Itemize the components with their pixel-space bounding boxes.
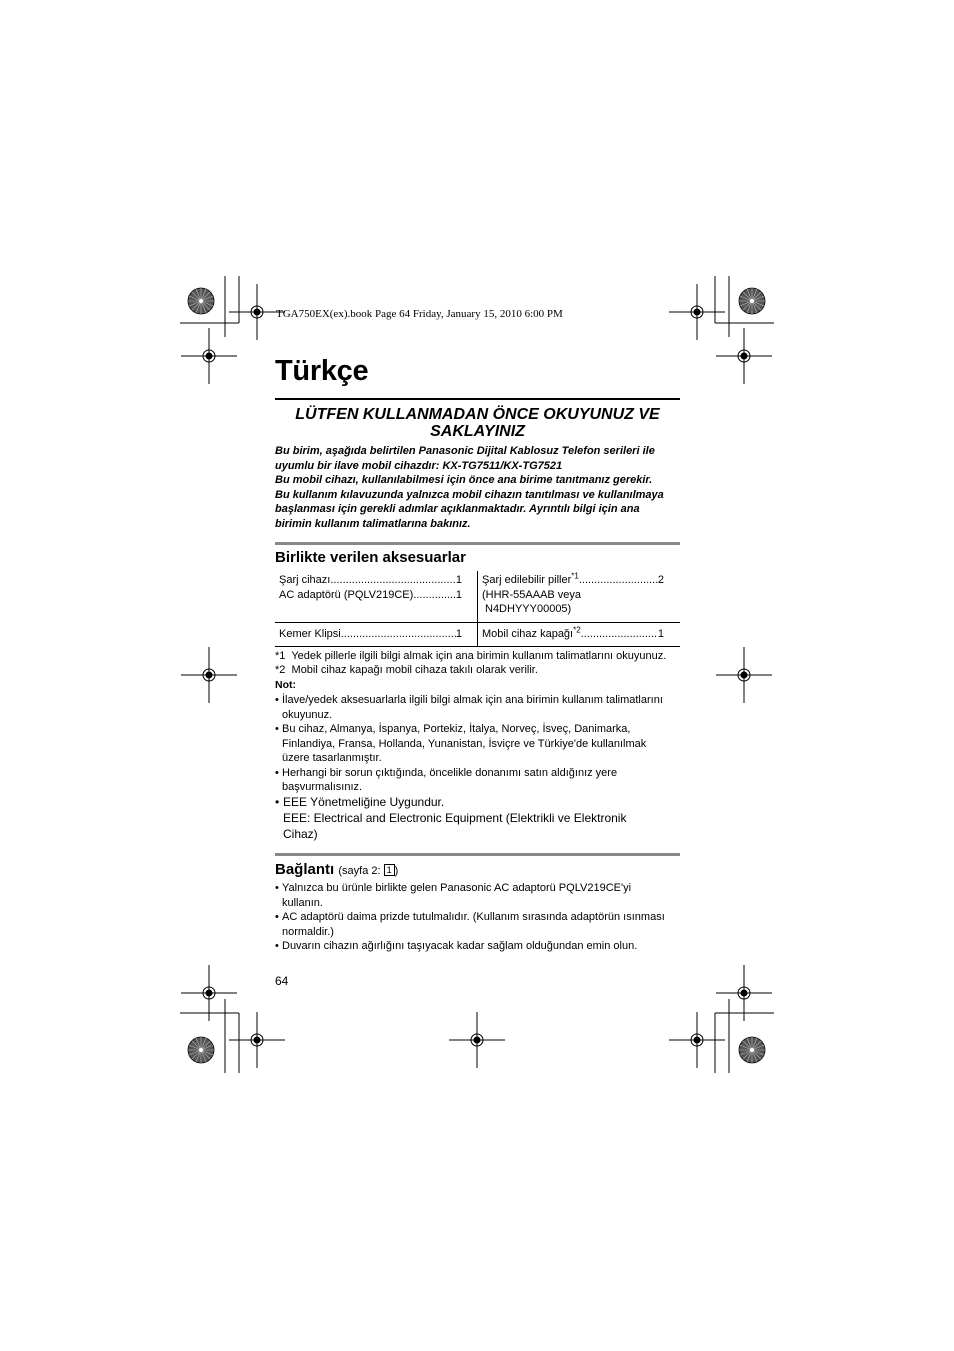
list-item-line: normaldir.) <box>282 925 334 938</box>
figure-number-box: 1 <box>384 864 395 876</box>
intro-paragraph <box>275 444 685 531</box>
book-header-line: TGA750EX(ex).book Page 64 Friday, January 15, 2010 6:00 PM <box>276 308 563 320</box>
list-item <box>275 939 685 954</box>
list-item-line: • İlave/yedek aksesuarlarla ilgili bilgi almak için ana birimin kullanım talimatlarını <box>282 694 663 706</box>
list-item <box>275 881 685 910</box>
footnote-mark: *2 <box>275 664 286 676</box>
accessory-charger <box>279 573 462 588</box>
subtitle <box>275 406 680 440</box>
list-item-line: • Bu cihaz, Almanya, İspanya, Portekiz, İtalya, Norveç, İsveç, Danimarka, <box>282 723 631 735</box>
note-label: Not: <box>275 679 296 691</box>
list-item-line: • AC adaptörü daima prizde tutulmalıdır. (Kullanım sırasında adaptörün ısınması <box>282 911 665 923</box>
connection-title-text: Bağlantı <box>275 861 335 878</box>
page-title: Türkçe <box>275 355 369 387</box>
notes-list <box>275 693 685 795</box>
accessory-qty: 1 <box>455 628 462 640</box>
footnote-ref: *1 <box>571 571 579 581</box>
footnote <box>275 663 538 677</box>
list-item <box>275 693 685 722</box>
connection-list <box>275 881 685 954</box>
table-bottom-border <box>275 646 680 647</box>
accessory-label: AC adaptörü (PQLV219CE) <box>279 589 414 601</box>
list-item-line: • Duvarın cihazın ağırlığını taşıyacak kadar sağlam olduğundan emin olun. <box>282 940 638 952</box>
eee-compliance <box>275 794 685 842</box>
list-item-line: üzere tasarlanmıştır. <box>282 752 382 764</box>
intro-line: Bu birim, aşağıda belirtilen Panasonic Dijital Kablosuz Telefon serileri ile <box>275 445 655 457</box>
subtitle-line: LÜTFEN KULLANMADAN ÖNCE OKUYUNUZ VE <box>295 406 660 423</box>
section-rule <box>275 542 680 545</box>
eee-line: EEE: Electrical and Electronic Equipment (Elektrikli ve Elektronik <box>283 811 627 825</box>
footnote-ref: *2 <box>573 625 581 635</box>
intro-line: uyumlu bir ilave mobil cihazdır: KX-TG7511/KX-TG7521 <box>275 459 563 472</box>
list-item-line: okuyunuz. <box>282 708 333 721</box>
footnote <box>275 649 666 663</box>
accessory-label: Şarj cihazı <box>279 574 331 586</box>
eee-line: • EEE Yönetmeliğine Uygundur. <box>275 794 685 810</box>
footnote-text: Yedek pillerle ilgili bilgi almak için ana birimin kullanım talimatlarını okuyunuz. <box>291 650 667 662</box>
intro-line: Bu kullanım kılavuzunda yalnızca mobil cihazın tanıtılması ve kullanılmaya <box>275 488 664 501</box>
list-item <box>275 722 685 766</box>
footnote-mark: *1 <box>275 650 286 662</box>
accessory-qty: 2 <box>657 574 664 586</box>
accessory-cover <box>482 627 664 642</box>
list-item-line: • Herhangi bir sorun çıktığında, öncelikle donanımı satın aldığınız yere <box>282 766 618 779</box>
accessories-title: Birlikte verilen aksesuarlar <box>275 549 466 566</box>
accessory-adaptor <box>279 588 462 603</box>
table-column-divider <box>477 571 478 646</box>
accessory-label: Mobil cihaz kapağı <box>482 628 574 640</box>
list-item <box>275 766 685 795</box>
accessory-detail: (HHR-55AAAB veya <box>482 588 582 601</box>
list-item-line: • Yalnızca bu ürünle birlikte gelen Panasonic AC adaptorü PQLV219CE'yi <box>282 882 632 894</box>
footnote-text: Mobil cihaz kapağı mobil cihaza takılı olarak verilir. <box>291 664 538 676</box>
page-reference: (sayfa 2: 1 ) <box>338 865 399 877</box>
intro-line: birimin kullanım talimatlarına bakınız. <box>275 517 471 530</box>
title-rule <box>275 398 680 400</box>
accessory-label: Şarj edilebilir piller <box>482 574 572 586</box>
accessory-battery <box>482 573 664 617</box>
accessory-label: Kemer Klipsi <box>279 628 341 640</box>
list-item-line: Finlandiya, Fransa, Hollanda, Yunanistan, İsviçre ve Türkiye'de kullanılmak <box>282 737 647 750</box>
subtitle-line: SAKLAYINIZ <box>430 423 525 440</box>
eee-line: Cihaz) <box>283 827 318 841</box>
list-item-line: başvurmalısınız. <box>282 781 363 793</box>
intro-line: Bu mobil cihazı, kullanılabilmesi için önce ana birime tanıtmanız gerekir. <box>275 474 653 486</box>
accessory-qty: 1 <box>455 589 462 601</box>
accessory-qty: 1 <box>657 628 664 640</box>
accessory-qty: 1 <box>455 574 462 586</box>
list-item-line: kullanın. <box>282 896 323 909</box>
page-number: 64 <box>275 974 289 988</box>
accessory-belt-clip <box>279 627 462 642</box>
section-rule <box>275 853 680 856</box>
connection-title <box>275 861 398 878</box>
accessory-detail: N4DHYYY00005) <box>485 603 572 615</box>
intro-line: başlanması için gerekli adımlar açıklanmaktadır. Ayrıntılı bilgi için ana <box>275 503 640 515</box>
list-item <box>275 910 685 939</box>
